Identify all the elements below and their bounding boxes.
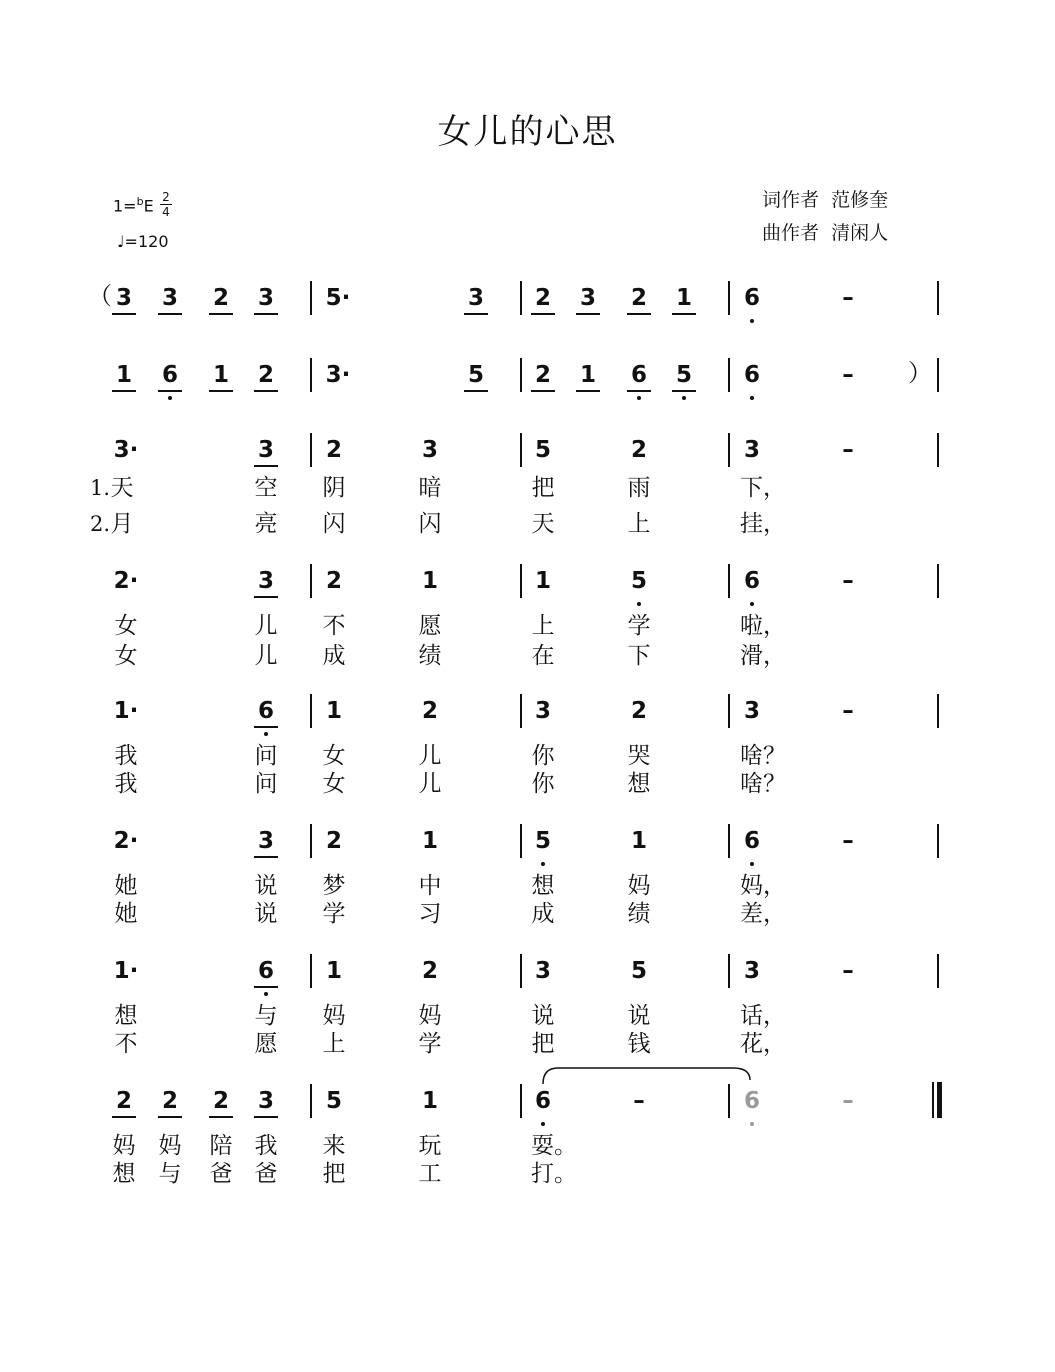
lyric: 学 <box>322 901 346 927</box>
lyric: 不 <box>322 613 346 639</box>
note: 6 <box>258 956 274 1000</box>
note: 5· <box>325 285 351 311</box>
lyric: 妈 <box>627 873 651 899</box>
dash: – <box>842 698 854 724</box>
tie-bracket <box>538 1066 758 1086</box>
lyric: 儿 <box>254 613 278 639</box>
note: 6 <box>631 360 647 404</box>
note: 3 <box>421 437 439 463</box>
note: 3 <box>116 283 132 327</box>
dash: – <box>842 437 854 463</box>
key-letter: E <box>143 196 154 216</box>
note: 3 <box>743 698 761 724</box>
lyric: 愿 <box>254 1031 278 1057</box>
lyric: 闪 <box>322 511 346 537</box>
lyric: 月 <box>110 511 134 537</box>
note: 3 <box>258 826 274 870</box>
lyric: 我 <box>114 771 138 797</box>
barline <box>310 824 312 858</box>
lyric: 说 <box>531 1003 555 1029</box>
note: 2 <box>421 698 439 724</box>
note: 3 <box>258 435 274 479</box>
note: 2 <box>325 828 343 854</box>
lyric: 暗 <box>418 475 442 501</box>
lyric: 愿 <box>418 613 442 639</box>
note: 2 <box>213 1086 229 1130</box>
note: 1 <box>421 828 439 854</box>
lyric: 啦， <box>740 613 786 639</box>
lyric: 耍。 <box>531 1133 577 1159</box>
dash: – <box>842 285 854 311</box>
note: 2 <box>535 283 551 327</box>
note: 2 <box>421 958 439 984</box>
note: 6 <box>744 566 760 610</box>
lyric: 想 <box>627 771 651 797</box>
barline <box>520 824 522 858</box>
note: 5 <box>534 437 552 463</box>
note: 5 <box>631 566 647 610</box>
lyric: 把 <box>322 1161 346 1187</box>
lyric: 天 <box>531 511 555 537</box>
lyric: 上 <box>531 613 555 639</box>
barline <box>520 954 522 988</box>
lyric: 妈 <box>112 1133 136 1159</box>
lyric: 你 <box>531 771 555 797</box>
lyric: 我 <box>114 743 138 769</box>
barline <box>728 824 730 858</box>
lyric: 来 <box>322 1133 346 1159</box>
barline <box>728 358 730 392</box>
lyric: 说 <box>254 901 278 927</box>
barline <box>728 1084 730 1118</box>
lyric: 想 <box>531 873 555 899</box>
lyric: 差， <box>740 901 786 927</box>
note: 3· <box>325 362 351 388</box>
note: 3 <box>743 437 761 463</box>
dash: – <box>842 958 854 984</box>
lyric: 把 <box>531 475 555 501</box>
lyric: 啥？ <box>740 771 786 797</box>
lyric: 女 <box>114 643 138 669</box>
lyric: 闪 <box>418 511 442 537</box>
note: 3 <box>258 283 274 327</box>
lyric: 儿 <box>254 643 278 669</box>
barline <box>937 824 939 858</box>
note: 2· <box>113 568 139 594</box>
lyric: 问 <box>254 743 278 769</box>
barline <box>728 433 730 467</box>
note: 3 <box>580 283 596 327</box>
barline <box>310 1084 312 1118</box>
lyric: 把 <box>531 1031 555 1057</box>
barline <box>728 281 730 315</box>
note: 3 <box>258 1086 274 1130</box>
prelude-open-paren: （ <box>88 282 112 310</box>
barline <box>310 433 312 467</box>
lyric: 儿 <box>418 743 442 769</box>
lyric: 想 <box>112 1161 136 1187</box>
lyric: 下 <box>627 643 651 669</box>
lyric: 下， <box>740 475 786 501</box>
lyric: 啥？ <box>740 743 786 769</box>
lyric: 妈， <box>740 873 786 899</box>
barline <box>310 694 312 728</box>
lyric: 我 <box>254 1133 278 1159</box>
composer-credit: 曲作者 清闲人 <box>762 222 889 244</box>
barline <box>937 433 939 467</box>
note: 5 <box>325 1088 343 1114</box>
barline <box>937 281 939 315</box>
lyric: 说 <box>254 873 278 899</box>
lyric: 你 <box>531 743 555 769</box>
barline <box>520 281 522 315</box>
lyric: 花， <box>740 1031 786 1057</box>
note: 1 <box>421 568 439 594</box>
lyric: 与 <box>158 1161 182 1187</box>
verse-number-2: 2. <box>90 512 111 536</box>
lyric: 在 <box>531 643 555 669</box>
barline <box>310 281 312 315</box>
lyric: 习 <box>418 901 442 927</box>
note: 2 <box>162 1086 178 1130</box>
note: 3 <box>743 958 761 984</box>
song-title: 女儿的心思 <box>437 112 618 152</box>
note: 1 <box>534 568 552 594</box>
lyric: 爸 <box>209 1161 233 1187</box>
lyricist-credit: 词作者 范修奎 <box>762 189 889 211</box>
note: 2 <box>116 1086 132 1130</box>
dash: – <box>633 1088 645 1114</box>
dash: – <box>842 1088 854 1114</box>
time-signature <box>160 191 172 218</box>
note: 2 <box>630 437 648 463</box>
note: 2 <box>258 360 274 404</box>
time-bottom: 4 <box>162 205 170 219</box>
lyric: 绩 <box>627 901 651 927</box>
lyric: 上 <box>627 511 651 537</box>
lyric: 空 <box>254 475 278 501</box>
lyric: 妈 <box>322 1003 346 1029</box>
note: 1 <box>580 360 596 404</box>
lyric: 妈 <box>158 1133 182 1159</box>
lyric: 哭 <box>627 743 651 769</box>
time-top: 2 <box>162 190 170 204</box>
barline <box>520 564 522 598</box>
note: 6 <box>744 283 760 327</box>
barline <box>728 564 730 598</box>
lyric: 不 <box>114 1031 138 1057</box>
note: 3 <box>534 958 552 984</box>
barline <box>728 694 730 728</box>
lyric: 成 <box>531 901 555 927</box>
lyric: 问 <box>254 771 278 797</box>
lyric: 绩 <box>418 643 442 669</box>
note: 6 <box>744 1086 760 1130</box>
verse-number-1: 1. <box>90 476 111 500</box>
lyric: 说 <box>627 1003 651 1029</box>
note: 1 <box>213 360 229 404</box>
note: 1 <box>325 958 343 984</box>
lyric: 雨 <box>627 475 651 501</box>
lyric: 想 <box>114 1003 138 1029</box>
note: 3 <box>162 283 178 327</box>
note: 6 <box>744 826 760 870</box>
lyric: 学 <box>418 1031 442 1057</box>
lyric: 陪 <box>209 1133 233 1159</box>
note: 2· <box>113 828 139 854</box>
note: 3 <box>468 283 484 327</box>
note: 2 <box>325 437 343 463</box>
lyric: 亮 <box>254 511 278 537</box>
barline <box>520 694 522 728</box>
lyric: 滑， <box>740 643 786 669</box>
lyric: 她 <box>114 873 138 899</box>
note: 2 <box>631 283 647 327</box>
note: 6 <box>162 360 178 404</box>
dash: – <box>842 828 854 854</box>
note: 3 <box>258 566 274 610</box>
barline <box>520 1084 522 1118</box>
lyric: 学 <box>627 613 651 639</box>
barline <box>937 564 939 598</box>
lyric: 梦 <box>322 873 346 899</box>
lyric: 她 <box>114 901 138 927</box>
quarter-note-icon: ♩ <box>117 232 125 251</box>
lyric: 女 <box>322 743 346 769</box>
note: 1 <box>676 283 692 327</box>
flat-sign: b <box>136 195 144 208</box>
barline <box>310 954 312 988</box>
prelude-close-paren: ） <box>908 359 932 387</box>
note: 1 <box>421 1088 439 1114</box>
note: 5 <box>535 826 551 870</box>
note: 1· <box>113 698 139 724</box>
lyric: 工 <box>418 1161 442 1187</box>
barline <box>310 358 312 392</box>
barline <box>937 358 939 392</box>
note: 3· <box>113 437 139 463</box>
lyric: 钱 <box>627 1031 651 1057</box>
note: 5 <box>630 958 648 984</box>
tempo-mark <box>117 232 169 251</box>
note: 2 <box>325 568 343 594</box>
barline <box>728 954 730 988</box>
note: 1· <box>113 958 139 984</box>
final-barline-thin <box>932 1082 934 1118</box>
barline <box>310 564 312 598</box>
lyric: 妈 <box>418 1003 442 1029</box>
note: 2 <box>535 360 551 404</box>
lyric: 女 <box>322 771 346 797</box>
barline <box>520 433 522 467</box>
barline <box>937 694 939 728</box>
note: 5 <box>676 360 692 404</box>
lyric: 玩 <box>418 1133 442 1159</box>
lyric: 爸 <box>254 1161 278 1187</box>
lyric: 上 <box>322 1031 346 1057</box>
dash: – <box>842 362 854 388</box>
note: 6 <box>744 360 760 404</box>
lyric: 儿 <box>418 771 442 797</box>
key-signature <box>113 195 154 215</box>
lyric: 阴 <box>322 475 346 501</box>
note: 2 <box>213 283 229 327</box>
lyric: 中 <box>418 873 442 899</box>
key-prefix: 1= <box>113 196 137 216</box>
tempo-value: =120 <box>124 232 169 251</box>
lyric: 挂， <box>740 511 786 537</box>
note: 2 <box>630 698 648 724</box>
note: 5 <box>468 360 484 404</box>
note: 6 <box>258 696 274 740</box>
lyric: 女 <box>114 613 138 639</box>
dash: – <box>842 568 854 594</box>
lyric: 与 <box>254 1003 278 1029</box>
note: 1 <box>630 828 648 854</box>
barline <box>520 358 522 392</box>
note: 1 <box>116 360 132 404</box>
lyric: 打。 <box>531 1161 577 1187</box>
final-barline-thick <box>937 1082 942 1118</box>
note: 3 <box>534 698 552 724</box>
lyric: 成 <box>322 643 346 669</box>
barline <box>937 954 939 988</box>
lyric: 话， <box>740 1003 786 1029</box>
note: 1 <box>325 698 343 724</box>
note: 6 <box>535 1086 551 1130</box>
lyric: 天 <box>110 475 134 501</box>
